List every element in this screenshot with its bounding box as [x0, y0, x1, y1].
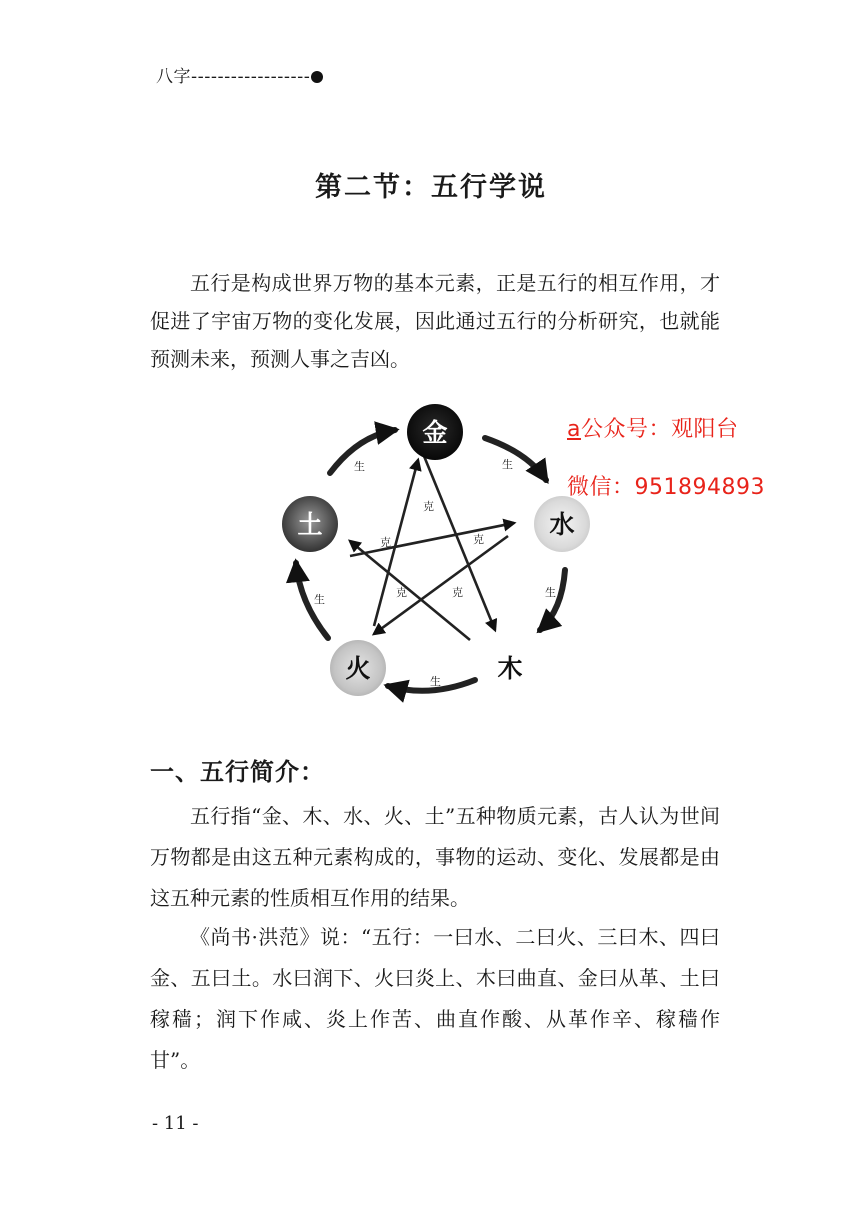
bullet-dot-icon — [311, 71, 323, 83]
node-tu-label: 土 — [297, 510, 323, 539]
watermark-wechat: 微信：951894893 — [567, 475, 765, 500]
node-jin — [407, 404, 463, 460]
sheng-label: 生 — [545, 586, 556, 599]
node-huo-label: 火 — [345, 654, 371, 683]
ke-label: 克 — [452, 586, 463, 599]
sheng-label: 生 — [502, 458, 513, 471]
ke-label: 克 — [423, 500, 434, 513]
sheng-label: 生 — [430, 675, 441, 688]
running-head — [156, 62, 323, 87]
five-elements-diagram — [270, 398, 600, 710]
sheng-arrow-jin-shui — [485, 438, 546, 480]
running-head-text: 八字------------------ — [156, 67, 311, 87]
subsection-title: 一、五行简介： — [150, 758, 325, 786]
section-title: 第二节：五行学说 — [315, 172, 547, 203]
body-paragraph-2: 《尚书·洪范》说：“五行：一曰水、二曰火、三曰木、四曰金、五曰土。水曰润下、火曰炎上、木曰曲直、金曰从革、土曰稼穑；润下作咸、炎上作苦、曲直作酸、从革作辛、稼穑作甘”。 — [150, 925, 720, 1072]
page-number: - 11 - — [152, 1113, 199, 1134]
ke-arrow-jin-mu — [424, 456, 495, 630]
ke-label: 克 — [396, 586, 407, 599]
node-jin-label: 金 — [422, 418, 448, 447]
node-huo — [330, 640, 386, 696]
watermark-account-text: 公众号：观阳台 — [580, 417, 739, 442]
sheng-arrow-shui-mu — [540, 570, 565, 630]
ke-label: 克 — [380, 536, 391, 549]
sheng-label: 生 — [314, 593, 325, 606]
watermark-prefix: a — [567, 417, 581, 442]
node-mu-label: 木 — [497, 654, 523, 683]
node-shui-label: 水 — [549, 510, 575, 539]
node-mu — [482, 640, 538, 696]
intro-paragraph: 五行是构成世界万物的基本元素，正是五行的相互作用，才促进了宇宙万物的变化发展，因此通过五行的分析研究，也就能预测未来，预测人事之吉凶。 — [150, 271, 720, 371]
ke-star-arrows — [350, 456, 514, 640]
sheng-label: 生 — [354, 460, 365, 473]
body-paragraph-1: 五行指“金、木、水、火、土”五种物质元素，古人认为世间万物都是由这五种元素构成的，事物的运动、变化、发展都是由这五种元素的性质相互作用的结果。 — [150, 804, 720, 910]
node-shui — [534, 496, 590, 552]
node-tu — [282, 496, 338, 552]
ke-label: 克 — [473, 533, 484, 546]
